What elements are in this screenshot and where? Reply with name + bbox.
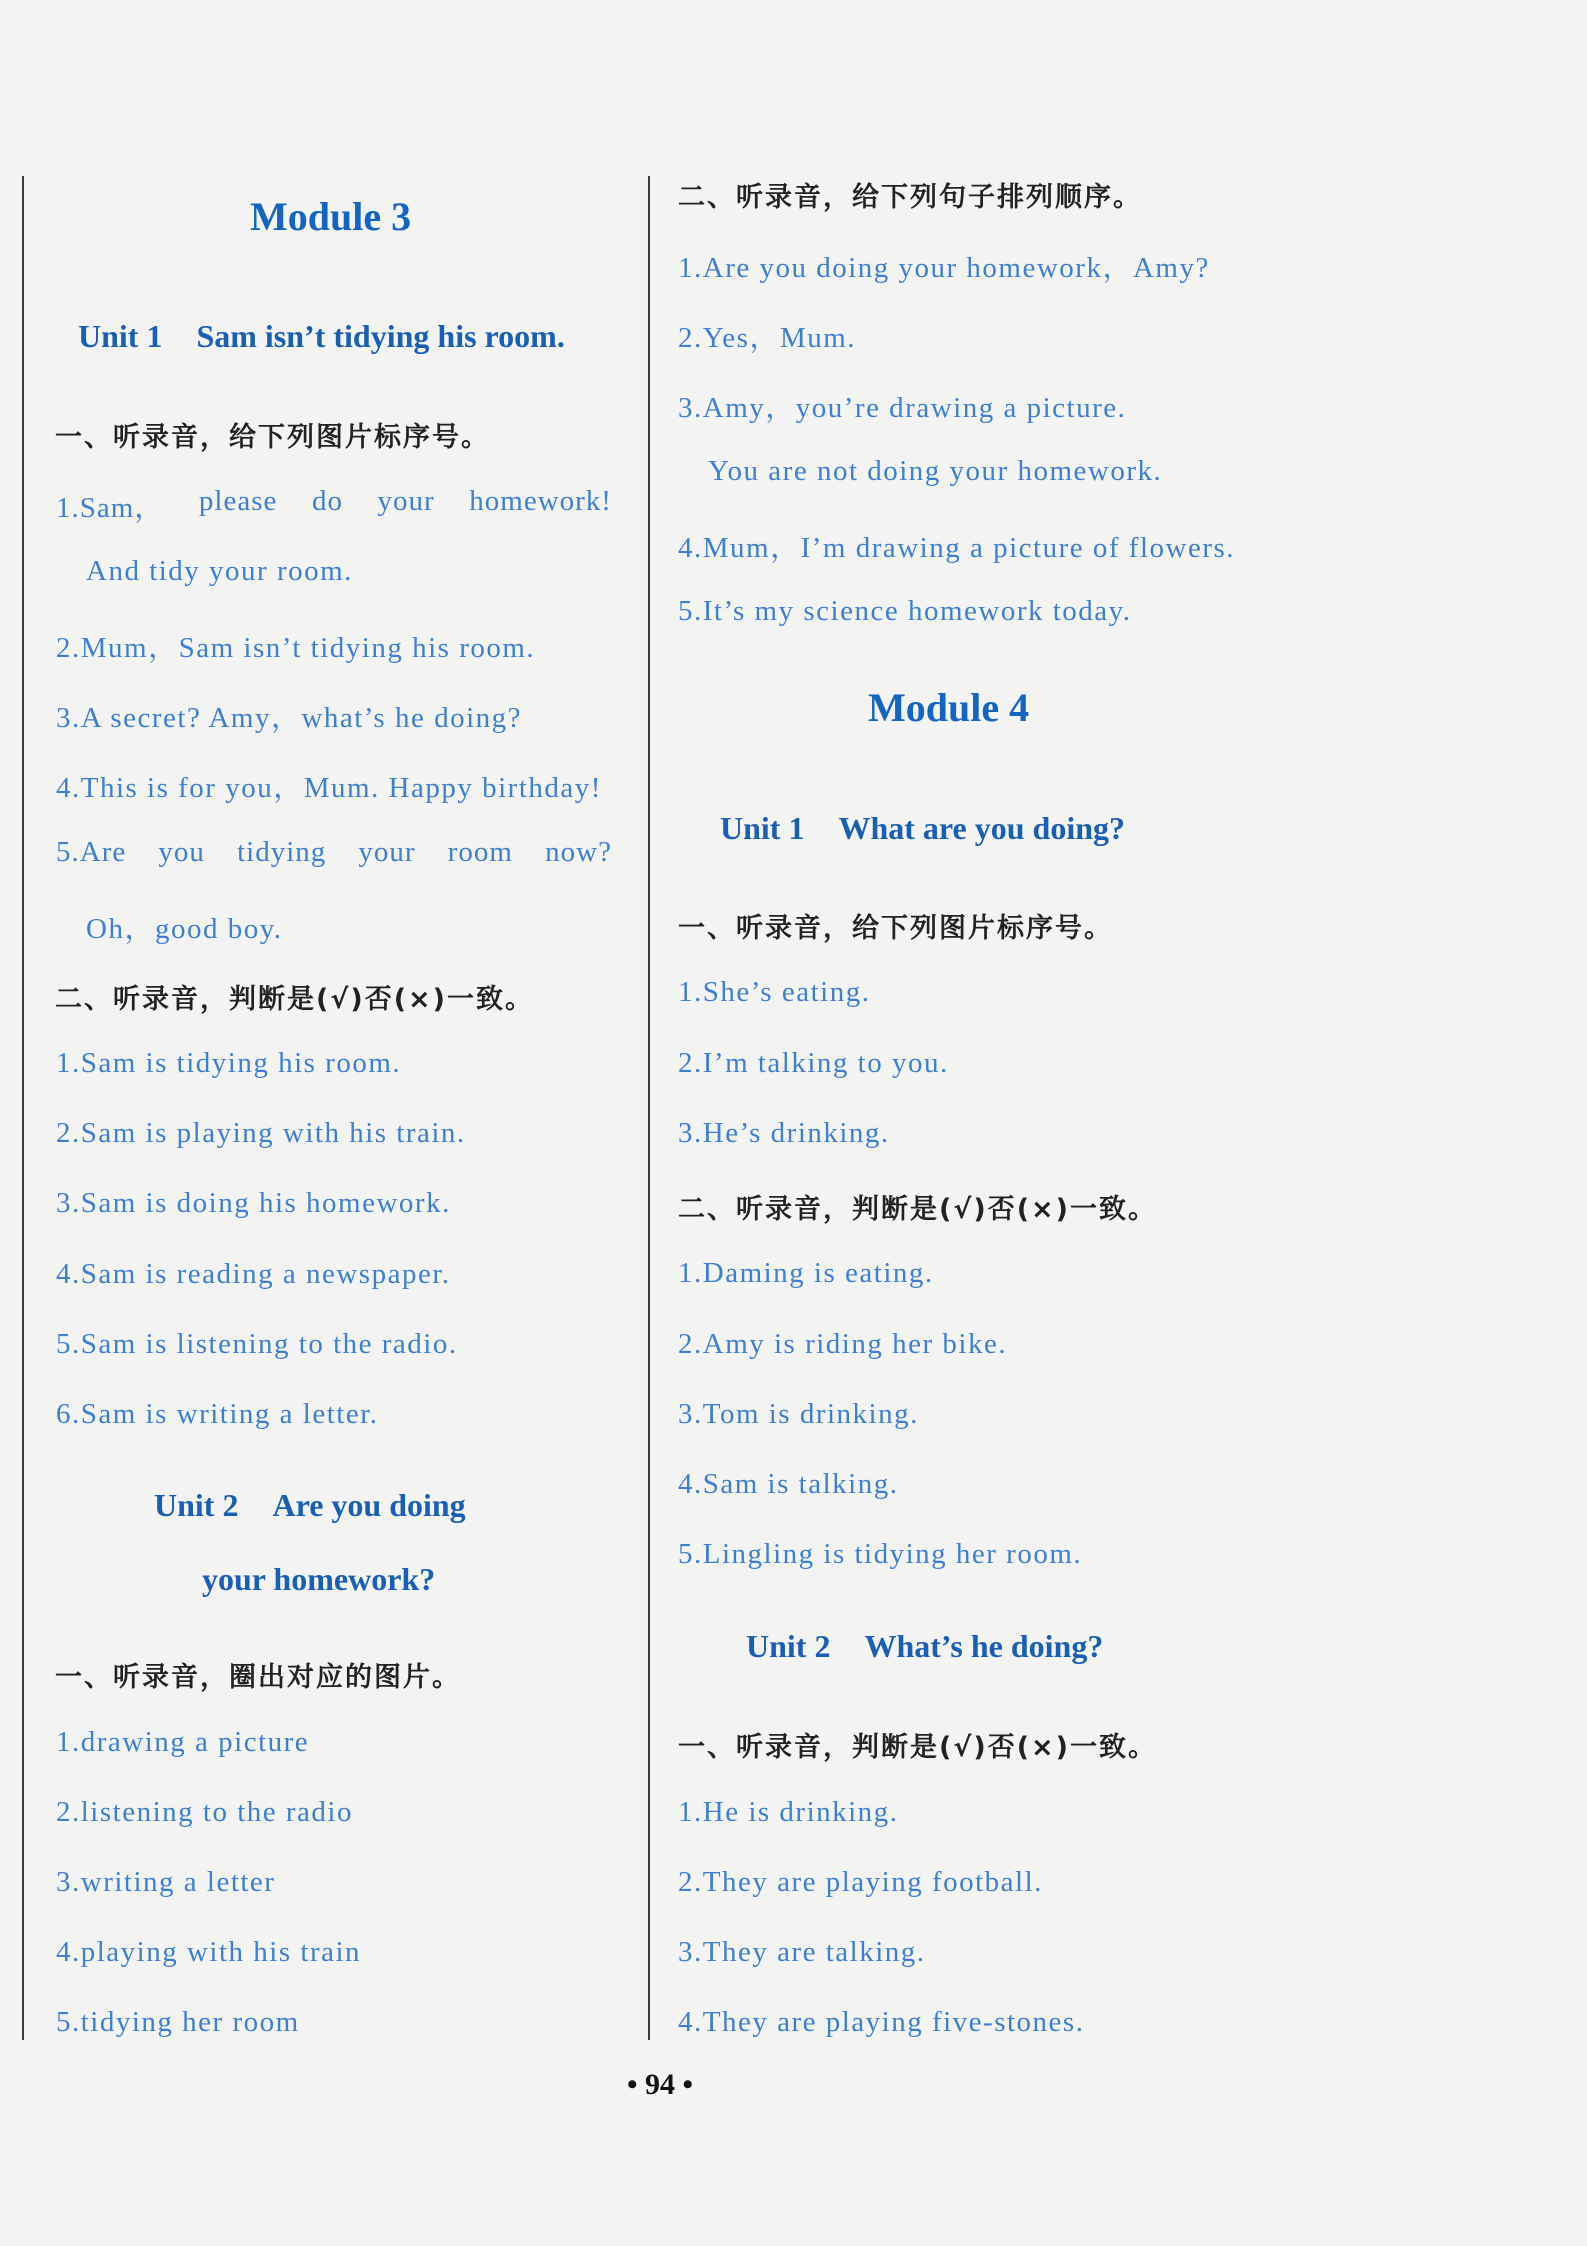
unit-label: Unit 2: [154, 1487, 239, 1523]
list-item: 4.Sam is talking.: [678, 1468, 899, 1500]
list-item: 5.Sam is listening to the radio.: [56, 1328, 458, 1360]
list-item: 3.Amy，you’re drawing a picture.: [678, 392, 1127, 424]
list-item: 3.A secret? Amy，what’s he doing?: [56, 702, 522, 734]
list-item: 3.He’s drinking.: [678, 1117, 890, 1149]
list-item: 3.writing a letter: [56, 1866, 276, 1898]
list-item: 3.Tom is drinking.: [678, 1398, 919, 1430]
module-3-unit-2-heading: [154, 1487, 466, 1524]
list-item: 2.They are playing football.: [678, 1866, 1043, 1898]
unit-title: What’s he doing?: [864, 1628, 1104, 1664]
section-heading: 一、听录音，给下列图片标序号。: [678, 913, 1113, 944]
section-heading: 一、听录音，给下列图片标序号。: [55, 422, 490, 453]
unit-title: Sam isn’t tidying his room.: [196, 318, 565, 354]
page-number: • 94 •: [626, 2068, 693, 2101]
list-item: 4.Mum，I’m drawing a picture of flowers.: [678, 532, 1236, 564]
list-item: 2.Yes，Mum.: [678, 322, 857, 354]
list-item-continuation: Oh，good boy.: [86, 913, 283, 945]
list-item: 5.It’s my science homework today.: [678, 595, 1132, 627]
list-item: 4.Sam is reading a newspaper.: [56, 1258, 451, 1290]
list-item: 1.Sam is tidying his room.: [56, 1047, 402, 1079]
center-divider-rule: [648, 176, 650, 2040]
module-4-title: Module 4: [868, 685, 1030, 730]
list-item: 5.Are you tidying your room now?: [56, 836, 612, 868]
list-item-continuation: And tidy your room.: [86, 555, 353, 587]
list-item: 1.Are you doing your homework，Amy?: [678, 252, 1210, 284]
unit-title: Are you doing: [272, 1487, 466, 1523]
unit-label: Unit 1: [720, 810, 805, 846]
list-item: 2.Mum，Sam isn’t tidying his room.: [56, 632, 536, 664]
list-item: 2.Sam is playing with his train.: [56, 1117, 466, 1149]
section-heading: 二、听录音，给下列句子排列顺序。: [678, 182, 1142, 213]
list-item: 4.This is for you，Mum. Happy birthday!: [56, 772, 602, 804]
list-item-continuation: You are not doing your homework.: [708, 455, 1163, 487]
list-item: 1.drawing a picture: [56, 1726, 310, 1758]
list-item: 5.Lingling is tidying her room.: [678, 1538, 1083, 1570]
list-item: 2.listening to the radio: [56, 1796, 353, 1828]
section-heading: 一、听录音，判断是(√)否(×)一致。: [678, 1732, 1157, 1763]
module-3-unit-2-heading-line-2: your homework?: [202, 1561, 436, 1597]
module-3-title: Module 3: [250, 194, 412, 239]
left-margin-rule: [22, 176, 24, 2040]
list-item: 5.tidying her room: [56, 2006, 300, 2038]
list-item: 6.Sam is writing a letter.: [56, 1398, 379, 1430]
module-4-unit-2-heading: [746, 1628, 1103, 1665]
list-item: 4.They are playing five-stones.: [678, 2006, 1085, 2038]
list-item: 4.playing with his train: [56, 1936, 362, 1968]
list-item: 1.Daming is eating.: [678, 1257, 934, 1289]
unit-label: Unit 1: [78, 318, 163, 354]
list-item: 1.She’s eating.: [678, 976, 871, 1008]
unit-label: Unit 2: [746, 1628, 831, 1664]
list-item: 3.Sam is doing his homework.: [56, 1187, 451, 1219]
section-heading: 二、听录音，判断是(√)否(×)一致。: [55, 984, 534, 1015]
list-item: 2.I’m talking to you.: [678, 1047, 949, 1079]
list-item: 1.He is drinking.: [678, 1796, 899, 1828]
module-3-unit-1-heading: [78, 318, 565, 355]
module-4-unit-1-heading: [720, 810, 1125, 847]
list-item: 3.They are talking.: [678, 1936, 926, 1968]
unit-title: What are you doing?: [838, 810, 1126, 846]
section-heading: 二、听录音，判断是(√)否(×)一致。: [678, 1194, 1157, 1225]
list-item: 1.Sam， please do your homework!: [56, 485, 612, 524]
section-heading: 一、听录音，圈出对应的图片。: [55, 1662, 461, 1693]
list-item: 2.Amy is riding her bike.: [678, 1328, 1008, 1360]
